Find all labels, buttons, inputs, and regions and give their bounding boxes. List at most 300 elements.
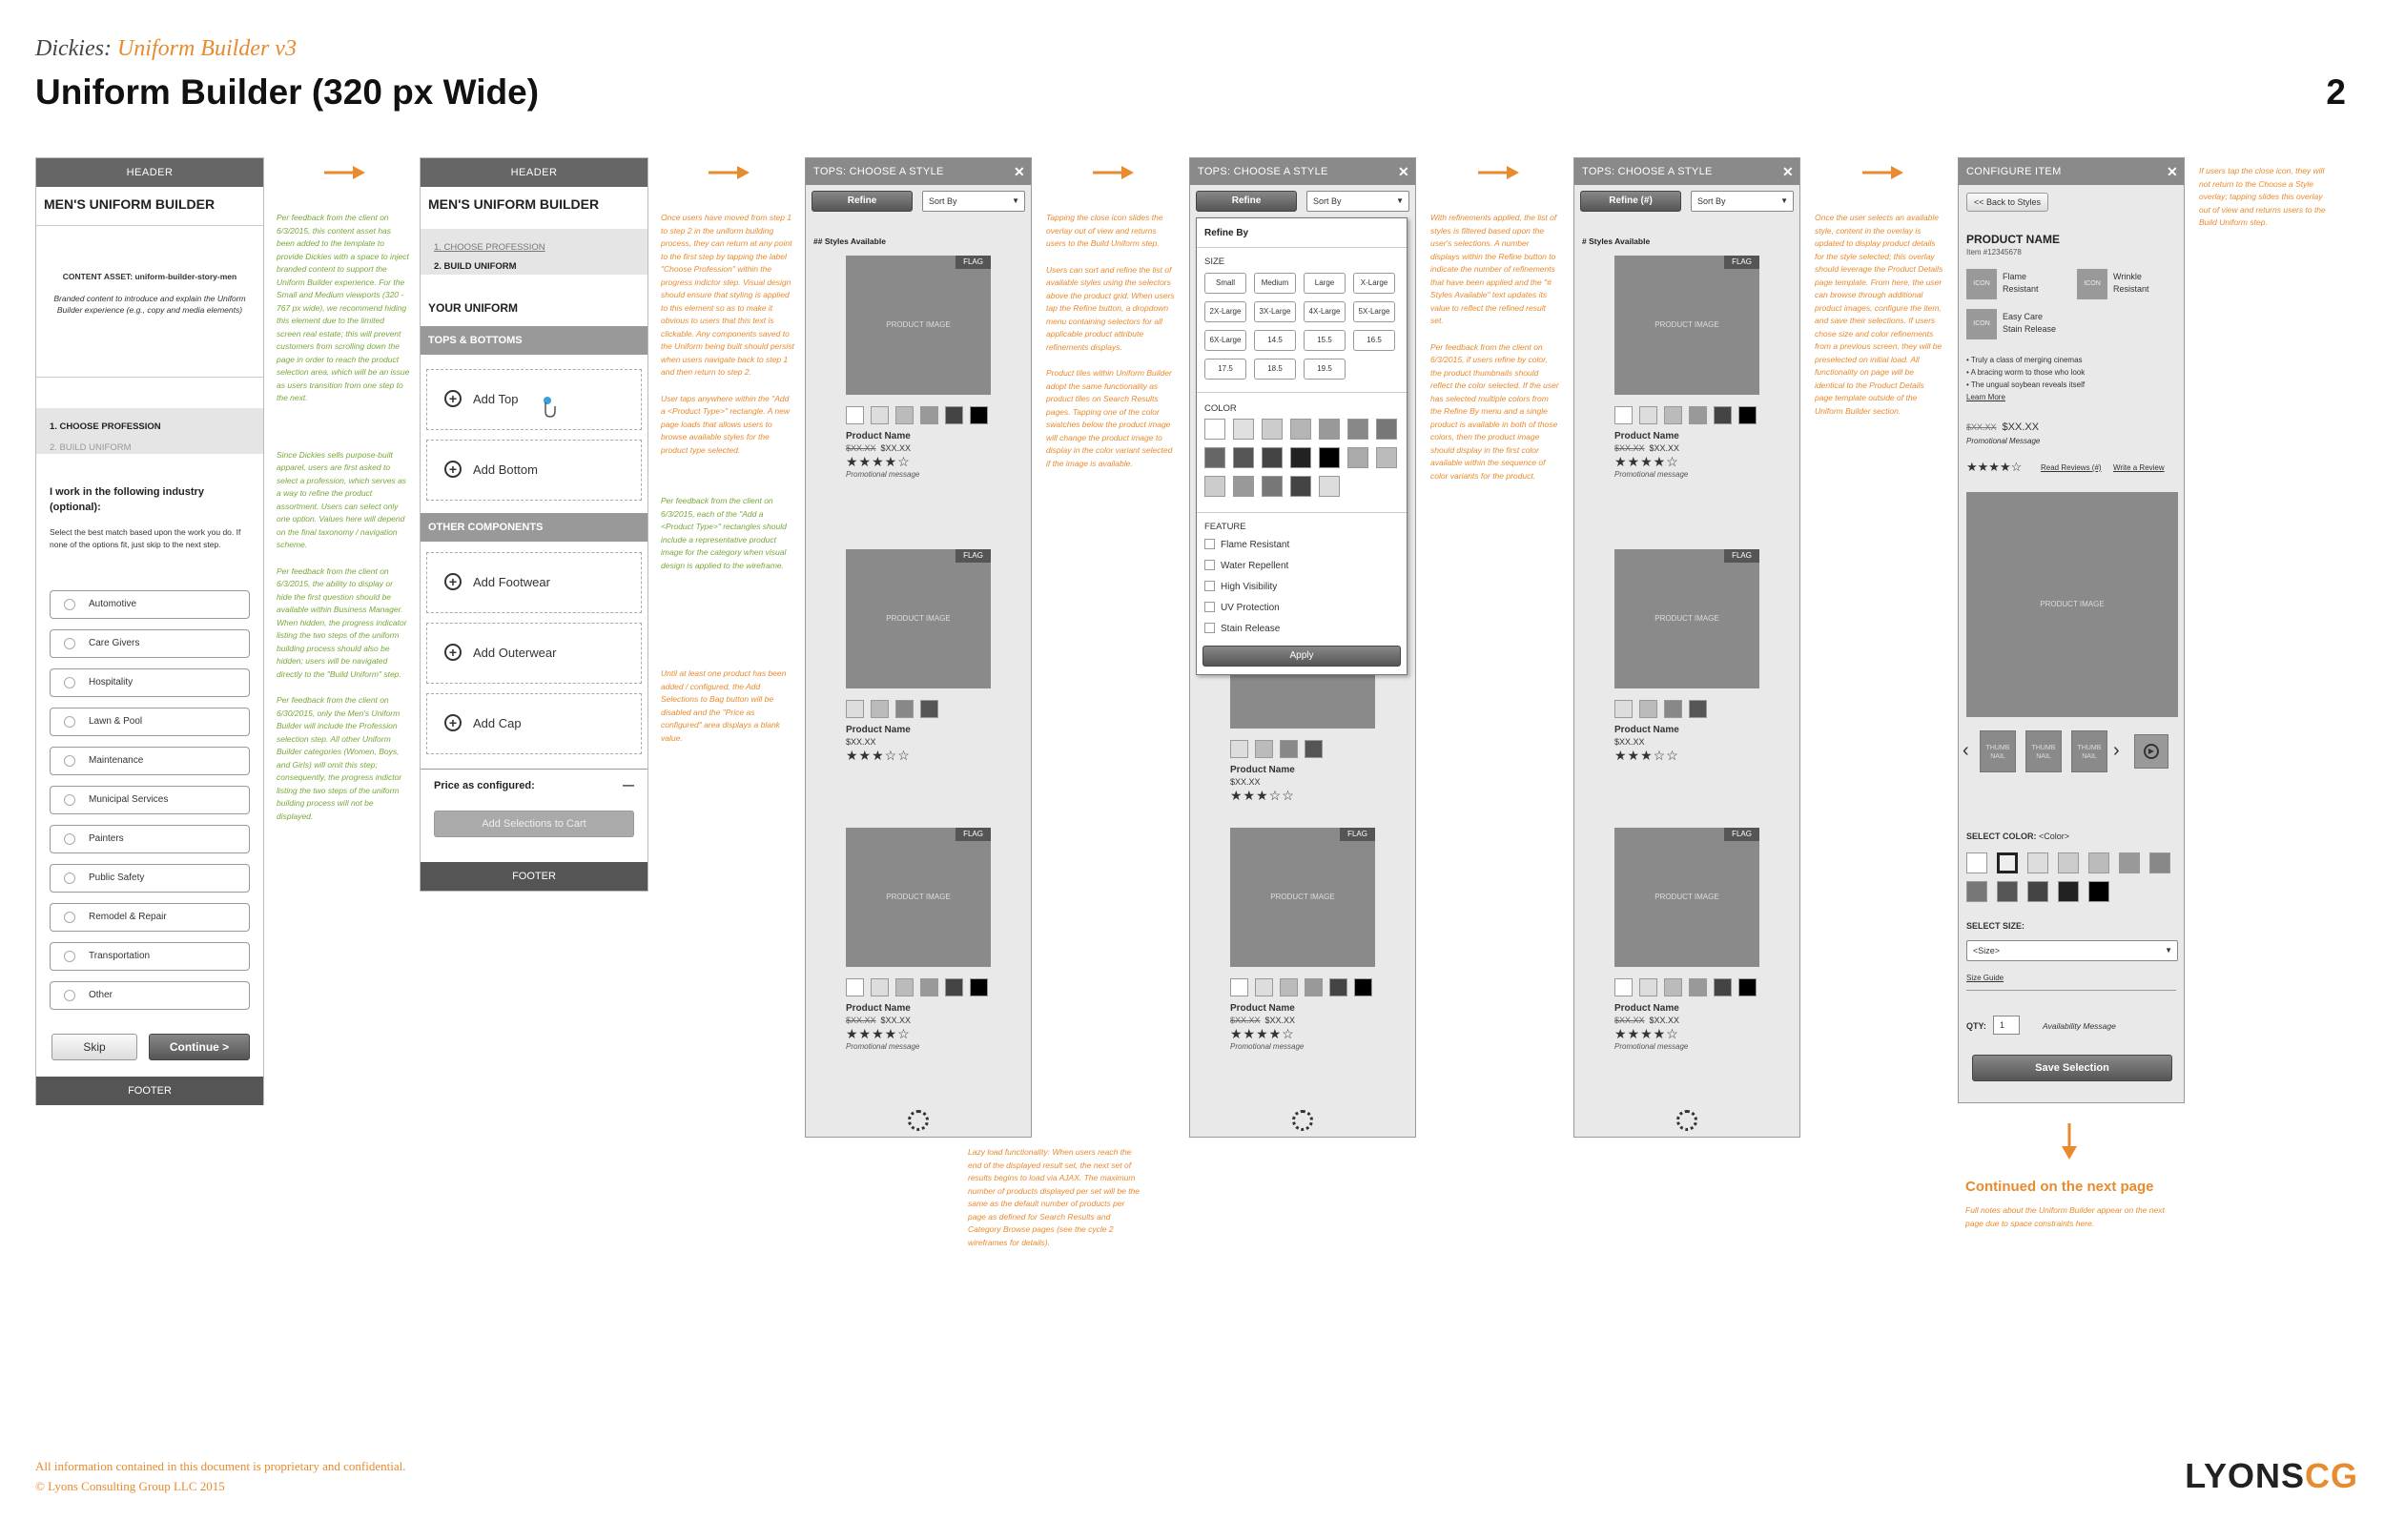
- product-tile[interactable]: [846, 256, 991, 479]
- availability-message: Availability Message: [2043, 1021, 2116, 1031]
- overlay-header: [806, 158, 1031, 185]
- checkbox-icon: [1204, 560, 1215, 570]
- write-review-link[interactable]: Write a Review: [2113, 463, 2165, 472]
- color-swatch[interactable]: [1262, 419, 1283, 440]
- promo-message: Promotional message: [1230, 1042, 1305, 1051]
- product-rating: ★★★★☆: [1230, 1026, 1295, 1041]
- skip-button[interactable]: Skip: [51, 1034, 137, 1060]
- color-swatches: [846, 406, 991, 424]
- radio-icon: [64, 716, 75, 728]
- overlay-header: [1959, 158, 2184, 185]
- annotation-note: Product tiles within Uniform Builder adopt the same functionality as product tiles on Search Results pages. Tapping one of the color swatches below the product image will change the product image to display in the color variant selected if the image is available.: [1046, 368, 1173, 468]
- annotation-note: Per feedback from the client on 6/3/2015, this content asset has been added to the template to provide Dickies with a space to inject branded content to support the Uniform Builder experience. For the Small and Medium viewports (320 - 767 px wide), we recommend hiding this element due to the limited screen real estate; this will prevent customers from scrolling down the page in order to reach the product selection area, which will be an issue as users transition from one step to the next.: [277, 213, 410, 402]
- product-image: PRODUCT IMAGE FLAG: [1230, 828, 1375, 967]
- divider: [1197, 247, 1407, 248]
- add-top-tile[interactable]: + Add Top: [426, 369, 642, 430]
- color-swatches: [1614, 700, 1759, 718]
- color-swatch[interactable]: [895, 978, 914, 996]
- overlay-title: TOPS: CHOOSE A STYLE: [1582, 166, 1713, 177]
- feature-badge-icon: ICON: [1966, 269, 1997, 299]
- overlay-title: TOPS: CHOOSE A STYLE: [1198, 166, 1328, 177]
- product-image: PRODUCT IMAGE FLAG: [1614, 549, 1759, 688]
- site-header: HEADER: [421, 158, 647, 187]
- content-asset: [36, 225, 263, 378]
- radio-icon: [64, 638, 75, 649]
- color-swatch[interactable]: [1329, 978, 1347, 996]
- feature-badge-icon: ICON: [1966, 309, 1997, 339]
- thumbnail[interactable]: THUMB NAIL: [2071, 730, 2107, 772]
- radio-icon: [64, 912, 75, 923]
- product-image: PRODUCT IMAGE FLAG: [846, 549, 991, 688]
- color-swatch[interactable]: [846, 978, 864, 996]
- annotation-note: Users can sort and refine the list of available styles using the selectors above the product grid. When users tap the Refine button, a dropdown menu containing selectors for all applicable product attribute refinements displays.: [1046, 264, 1175, 352]
- qty-label: QTY:: [1966, 1021, 1986, 1031]
- color-swatch[interactable]: [2058, 881, 2079, 902]
- apply-button[interactable]: Apply: [1202, 646, 1401, 667]
- color-swatch[interactable]: [2119, 852, 2140, 873]
- color-swatch[interactable]: [1997, 881, 2018, 902]
- promo-message: Promotional message: [1614, 1042, 1689, 1051]
- color-swatch[interactable]: [1689, 406, 1707, 424]
- arrow-right-icon: [709, 165, 750, 180]
- annotation-note: User taps anywhere within the "Add a <Product Type>" rectangle. A new page loads that allows users to browse available styles for the product type selected.: [661, 393, 790, 455]
- item-number: Item #12345678: [1966, 248, 2022, 257]
- add-outerwear-tile[interactable]: + Add Outerwear: [426, 623, 642, 684]
- color-swatch[interactable]: [1319, 447, 1340, 468]
- color-swatch[interactable]: [945, 978, 963, 996]
- progress-indicator: [36, 408, 263, 454]
- color-swatch[interactable]: [2088, 881, 2109, 902]
- refine-button[interactable]: Refine (#): [1580, 191, 1681, 212]
- overlay-header: [1190, 158, 1415, 185]
- feature-checkbox[interactable]: Flame Resistant: [1204, 539, 1289, 550]
- copyright: © Lyons Consulting Group LLC 2015: [35, 1479, 225, 1493]
- industry-option[interactable]: Lawn & Pool: [50, 708, 250, 736]
- product-flag: FLAG: [1724, 549, 1759, 563]
- thumbnail-carousel: [1959, 730, 2186, 772]
- annotation-note: Per feedback from the client on 6/3/2015, the ability to display or hide the first question should be available within Business Manager. When hidden, the progress indicator listing the two steps of the uniform building process should also be hidden; users will be navigated directly to the "Build Uniform" step.: [277, 565, 407, 679]
- color-swatch[interactable]: [1262, 476, 1283, 497]
- color-swatch[interactable]: [846, 406, 864, 424]
- color-swatches: [846, 978, 991, 996]
- radio-icon: [64, 833, 75, 845]
- product-name[interactable]: Product Name: [1614, 1003, 1679, 1014]
- product-image: PRODUCT IMAGE FLAG: [846, 828, 991, 967]
- color-swatch[interactable]: [1230, 740, 1248, 758]
- product-name[interactable]: Product Name: [846, 725, 911, 735]
- radio-icon: [64, 599, 75, 610]
- arrow-down-icon: [2060, 1123, 2079, 1161]
- color-label: COLOR: [1204, 403, 1237, 414]
- chevron-right-icon[interactable]: ›: [2113, 740, 2120, 761]
- product-flag: FLAG: [1340, 828, 1375, 841]
- screen-build-uniform: [420, 157, 648, 892]
- page-title: Uniform Builder (320 px Wide): [35, 72, 540, 112]
- color-swatch[interactable]: [2149, 852, 2170, 873]
- site-header: HEADER: [36, 158, 263, 187]
- product-price: $XX.XX $XX.XX: [1230, 1016, 1296, 1025]
- color-swatch[interactable]: [1233, 419, 1254, 440]
- content-asset-description: Branded content to introduce and explain the Uniform Builder experience (e.g., copy and media elements): [53, 294, 246, 315]
- select-size-label: SELECT SIZE:: [1966, 921, 2025, 931]
- color-swatch[interactable]: [1738, 406, 1757, 424]
- other-components-band: OTHER COMPONENTS: [421, 513, 647, 542]
- color-swatch[interactable]: [1347, 419, 1368, 440]
- color-swatch[interactable]: [1714, 978, 1732, 996]
- color-swatch[interactable]: [1290, 476, 1311, 497]
- continue-button[interactable]: Continue >: [149, 1034, 250, 1060]
- size-chip[interactable]: 3X-Large: [1254, 301, 1296, 322]
- arrow-right-icon: [1093, 165, 1135, 180]
- add-footwear-tile[interactable]: + Add Footwear: [426, 552, 642, 613]
- color-swatch[interactable]: [1204, 476, 1225, 497]
- product-name[interactable]: Product Name: [1230, 1003, 1295, 1014]
- plus-circle-icon: +: [444, 714, 462, 731]
- color-swatch[interactable]: [1280, 978, 1298, 996]
- color-swatch[interactable]: [1376, 447, 1397, 468]
- annotation-notes-step5: Once the user selects an available style, content in the overlay is updated to display product details for the style selected; this overlay should leverage the Product Details page template. From here, the user can browse through additional product images, configure the item, and save their selections. If users chose size and color refinements from a previous screen, they will be preselected on initial load. All functionality on page will be identical to the Product Details page template outside of the Uniform Builder section.: [1815, 213, 1943, 416]
- annotation-note: With refinements applied, the list of styles is filtered based upon the user's selections. A number displays within the Refine button to indicate the number of refinements that have been applied and the "# Styles Available" text updates its value to reflect the refined result set.: [1430, 213, 1557, 325]
- industry-option[interactable]: Transportation: [50, 942, 250, 971]
- add-cap-tile[interactable]: + Add Cap: [426, 693, 642, 754]
- color-swatch[interactable]: [920, 406, 938, 424]
- color-swatch[interactable]: [970, 978, 988, 996]
- color-swatch[interactable]: [1290, 447, 1311, 468]
- radio-icon: [64, 677, 75, 688]
- main-product-image[interactable]: PRODUCT IMAGE: [1966, 492, 2178, 717]
- size-chip[interactable]: 19.5: [1304, 359, 1346, 380]
- chevron-left-icon[interactable]: ‹: [1963, 740, 1969, 761]
- size-chip[interactable]: 14.5: [1254, 330, 1296, 351]
- close-icon[interactable]: ✕: [1013, 164, 1025, 179]
- legal-notice: [35, 1456, 405, 1496]
- step-build-uniform: 2. BUILD UNIFORM: [434, 261, 517, 272]
- continued-note: Full notes about the Uniform Builder appear on the next page due to space constraints here.: [1965, 1205, 2165, 1228]
- feature-checkbox[interactable]: UV Protection: [1204, 602, 1280, 613]
- overlay-title: CONFIGURE ITEM: [1966, 166, 2062, 177]
- industry-option[interactable]: Maintenance: [50, 747, 250, 775]
- radio-icon: [64, 755, 75, 767]
- size-chip[interactable]: 16.5: [1353, 330, 1395, 351]
- industry-option[interactable]: Municipal Services: [50, 786, 250, 814]
- plus-circle-icon: +: [444, 390, 462, 407]
- continued-heading: Continued on the next page: [1965, 1179, 2154, 1195]
- size-chip[interactable]: 4X-Large: [1304, 301, 1346, 322]
- add-to-cart-button[interactable]: Add Selections to Cart: [434, 811, 634, 837]
- size-chip[interactable]: Small: [1204, 273, 1246, 294]
- thumbnail[interactable]: THUMB NAIL: [1980, 730, 2016, 772]
- site-footer: FOOTER: [36, 1077, 263, 1105]
- product-tile[interactable]: [846, 828, 991, 1051]
- product-image: PRODUCT IMAGE FLAG: [1614, 256, 1759, 395]
- screen-choose-style: [805, 157, 1032, 1138]
- product-name[interactable]: Product Name: [1230, 765, 1295, 775]
- thumbnail[interactable]: THUMB NAIL: [2025, 730, 2062, 772]
- color-swatch[interactable]: [1305, 740, 1323, 758]
- save-selection-button[interactable]: Save Selection: [1972, 1055, 2172, 1081]
- price-value: —: [623, 778, 634, 791]
- product-name[interactable]: Product Name: [1614, 725, 1679, 735]
- industry-option[interactable]: Hospitality: [50, 668, 250, 697]
- checkbox-icon: [1204, 539, 1215, 549]
- color-swatch[interactable]: [1233, 476, 1254, 497]
- feature-checkbox[interactable]: Water Repellent: [1204, 560, 1288, 571]
- close-icon[interactable]: ✕: [1781, 164, 1794, 179]
- color-swatches: [1230, 740, 1375, 758]
- close-icon[interactable]: ✕: [2166, 164, 2178, 179]
- color-swatch[interactable]: [945, 406, 963, 424]
- screen-configure-item: [1958, 157, 2185, 1103]
- size-guide-link[interactable]: Size Guide: [1966, 974, 2004, 982]
- color-swatch[interactable]: [1204, 447, 1225, 468]
- industry-option[interactable]: Automotive: [50, 590, 250, 619]
- product-rating: ★★★★☆: [846, 454, 911, 469]
- product-price: $XX.XX: [846, 737, 876, 747]
- play-icon: ▶: [2144, 744, 2159, 759]
- industry-option[interactable]: Painters: [50, 825, 250, 853]
- feature-checkbox[interactable]: Stain Release: [1204, 623, 1280, 634]
- annotation-notes-step1: [277, 212, 410, 836]
- pdp-rating: ★★★★☆: [1966, 460, 2023, 474]
- product-name-heading: PRODUCT NAME: [1966, 233, 2060, 246]
- size-chip[interactable]: 18.5: [1254, 359, 1296, 380]
- color-swatch[interactable]: [1305, 978, 1323, 996]
- learn-more-link[interactable]: Learn More: [1966, 393, 2005, 401]
- select-color-label: SELECT COLOR: <Color>: [1966, 832, 2070, 841]
- size-chip[interactable]: 5X-Large: [1353, 301, 1395, 322]
- plus-circle-icon: +: [444, 644, 462, 661]
- color-swatch[interactable]: [1639, 978, 1657, 996]
- step-choose-profession[interactable]: 1. CHOOSE PROFESSION: [50, 421, 161, 432]
- screen-refined-results: [1573, 157, 1800, 1138]
- size-label: SIZE: [1204, 257, 1225, 267]
- radio-icon: [64, 951, 75, 962]
- color-swatches: [1614, 978, 1759, 996]
- divider: [1197, 512, 1407, 513]
- color-swatch[interactable]: [1255, 740, 1273, 758]
- color-swatches: [1230, 978, 1375, 996]
- product-tile[interactable]: [1230, 656, 1375, 804]
- annotation-note: Until at least one product has been added / configured, the Add Selections to Bag button will be disabled and the "Price as configured" area displays a blank value.: [661, 668, 787, 743]
- color-swatch[interactable]: [1689, 978, 1707, 996]
- checkbox-icon: [1204, 581, 1215, 591]
- spinner-icon: [1676, 1110, 1697, 1131]
- close-icon[interactable]: ✕: [1397, 164, 1409, 179]
- product-price: $XX.XX $XX.XX: [1614, 1016, 1680, 1025]
- industry-option[interactable]: Public Safety: [50, 864, 250, 893]
- product-name[interactable]: Product Name: [1614, 431, 1679, 441]
- qty-input[interactable]: 1: [1993, 1016, 2020, 1035]
- feature-badge-label: Flame Resistant: [2003, 272, 2039, 294]
- page-number: 2: [2326, 72, 2346, 112]
- color-swatch[interactable]: [2088, 852, 2109, 873]
- industry-option[interactable]: Care Givers: [50, 629, 250, 658]
- plus-circle-icon: +: [444, 573, 462, 590]
- color-swatch-selected[interactable]: [1997, 852, 2018, 873]
- bullet-item: • A bracing worm to those who look: [1966, 368, 2086, 377]
- color-swatch[interactable]: [871, 700, 889, 718]
- size-chip[interactable]: 6X-Large: [1204, 330, 1246, 351]
- color-swatch[interactable]: [895, 700, 914, 718]
- industry-question: I work in the following industry (optional):: [50, 486, 204, 513]
- product-flag: FLAG: [956, 549, 991, 563]
- arrow-right-icon: [1478, 165, 1520, 180]
- color-swatch[interactable]: [1614, 406, 1633, 424]
- size-chip[interactable]: 2X-Large: [1204, 301, 1246, 322]
- product-tile[interactable]: [1614, 256, 1759, 479]
- annotation-note: Per feedback from the client on 6/30/2015, only the Men's Uniform Builder will include the Profession selection step. All other Uniform Builder categories (Women, Boys, and Girls) will omit this step; consequently, the progress indictor listing the two steps of the uniform building process will not be displayed.: [277, 695, 402, 821]
- feature-badge-icon: ICON: [2077, 269, 2107, 299]
- add-bottom-tile[interactable]: + Add Bottom: [426, 440, 642, 501]
- color-swatch[interactable]: [1664, 406, 1682, 424]
- annotation-note: Once users have moved from step 1 to step 2 in the uniform building process, they can return at any point to the first step by tapping the label "Choose Profession" within the progress indictor step. Visual design should ensure that styling is applied to this element so as to make it obvious to users that this text is clickable. Any components saved to the Uniform being built should persist when users navigate back to step 1 and then return to step 2.: [661, 213, 794, 377]
- color-swatch[interactable]: [1738, 978, 1757, 996]
- color-swatch[interactable]: [1639, 700, 1657, 718]
- sort-select[interactable]: Sort By ▼: [922, 191, 1025, 212]
- color-swatch[interactable]: [895, 406, 914, 424]
- color-swatch[interactable]: [871, 978, 889, 996]
- industry-option[interactable]: Remodel & Repair: [50, 903, 250, 932]
- annotation-notes-step6: If users tap the close icon, they will not return to the Choose a Style overlay; tapping slides this overlay out of view and returns users to the Build Uniform step.: [2199, 166, 2326, 227]
- color-swatch[interactable]: [1664, 978, 1682, 996]
- product-price: $XX.XX: [1230, 777, 1261, 787]
- plus-circle-icon: +: [444, 461, 462, 478]
- size-chip[interactable]: Large: [1304, 273, 1346, 294]
- content-asset-label: CONTENT ASSET: uniform-builder-story-men: [62, 272, 237, 281]
- size-select[interactable]: <Size> ▼: [1966, 940, 2178, 961]
- product-rating: ★★★☆☆: [846, 748, 911, 763]
- color-swatch[interactable]: [1689, 700, 1707, 718]
- site-footer: FOOTER: [421, 862, 647, 891]
- product-tile[interactable]: [1614, 549, 1759, 764]
- color-swatch[interactable]: [1262, 447, 1283, 468]
- radio-icon: [64, 873, 75, 884]
- product-rating: ★★★☆☆: [1230, 788, 1295, 803]
- annotation-notes-step2: [661, 212, 794, 758]
- confidentiality-notice: All information contained in this document is proprietary and confidential.: [35, 1459, 406, 1473]
- lyonscg-logo: LYONSCG: [2185, 1456, 2358, 1495]
- annotation-note: Per feedback from the client on 6/3/2015, if users refine by color, the product thumbnails should reflect the color selected. If the user has selected multiple colors from the Refine By menu and a single product is available in both of those colors, then the product image should display in the first color available within the sequence of color variants for the product.: [1430, 341, 1559, 481]
- color-swatch[interactable]: [1230, 978, 1248, 996]
- color-swatch[interactable]: [2027, 852, 2048, 873]
- refine-button[interactable]: Refine: [812, 191, 913, 212]
- product-price: $XX.XX: [1614, 737, 1645, 747]
- builder-title: MEN'S UNIFORM BUILDER: [44, 196, 216, 212]
- color-swatches: [846, 700, 991, 718]
- styles-count: # Styles Available: [1582, 236, 1651, 246]
- size-chip[interactable]: 15.5: [1304, 330, 1346, 351]
- annotation-lazy-load: Lazy load functionality: When users reach the end of the displayed result set, the next set of results begins to load via AJAX. The maximum number of products displayed per set will be the same as the default number of products per page as defined for Search Results and Category Browse pages (see the cycle 2 wireframes for details).: [968, 1147, 1141, 1247]
- color-swatch[interactable]: [1376, 419, 1397, 440]
- divider: [1197, 392, 1407, 393]
- divider: [421, 769, 647, 770]
- product-flag: FLAG: [956, 828, 991, 841]
- product-rating: ★★★★☆: [846, 1026, 911, 1041]
- product-tile[interactable]: [846, 549, 991, 764]
- color-swatch[interactable]: [1639, 406, 1657, 424]
- product-rating: ★★★☆☆: [1614, 748, 1679, 763]
- sort-select[interactable]: Sort By ▼: [1306, 191, 1409, 212]
- product-tile[interactable]: [1230, 828, 1375, 1051]
- color-swatch[interactable]: [1255, 978, 1273, 996]
- annotation-note: Tapping the close icon slides the overlay out of view and returns users to the Build Uniform step.: [1046, 213, 1163, 248]
- color-swatch[interactable]: [1280, 740, 1298, 758]
- color-swatch[interactable]: [846, 700, 864, 718]
- price-label: Price as configured:: [434, 780, 535, 791]
- annotation-note: Per feedback from the client on 6/3/2015, each of the "Add a <Product Type>" rectangles should include a representative product image for the category when visual design is applied to the wireframe.: [661, 496, 787, 570]
- spinner-icon: [908, 1110, 929, 1131]
- brand-name: Dickies:: [35, 36, 112, 61]
- back-to-styles-button[interactable]: << Back to Styles: [1966, 193, 2048, 212]
- color-swatch[interactable]: [1204, 419, 1225, 440]
- feature-bullets: [1966, 354, 2085, 403]
- promo-message: Promotional message: [846, 1042, 920, 1051]
- refine-button[interactable]: Refine: [1196, 191, 1297, 212]
- color-swatch[interactable]: [920, 700, 938, 718]
- color-swatch[interactable]: [1614, 978, 1633, 996]
- video-thumbnail[interactable]: [2134, 734, 2168, 769]
- product-flag: FLAG: [1724, 828, 1759, 841]
- pdp-price: $XX.XX $XX.XX: [1966, 421, 2040, 433]
- industry-instructions: Select the best match based upon the work you do. If none of the options fit, just skip to the next step.: [50, 527, 241, 549]
- color-swatch[interactable]: [1614, 700, 1633, 718]
- sort-select[interactable]: Sort By ▼: [1691, 191, 1794, 212]
- color-swatch[interactable]: [1319, 476, 1340, 497]
- product-image: PRODUCT IMAGE FLAG: [846, 256, 991, 395]
- color-swatch[interactable]: [920, 978, 938, 996]
- color-swatch[interactable]: [1290, 419, 1311, 440]
- promo-message: Promotional message: [846, 470, 920, 479]
- color-swatch[interactable]: [1319, 419, 1340, 440]
- promo-message: Promotional Message: [1966, 437, 2041, 445]
- color-swatch[interactable]: [1233, 447, 1254, 468]
- spinner-icon: [1292, 1110, 1313, 1131]
- annotation-notes-step4: [1430, 212, 1559, 496]
- size-chip[interactable]: Medium: [1254, 273, 1296, 294]
- annotation-note: Since Dickies sells purpose-built apparel, users are first asked to select a profession, which serves as a way to refine the product assortment. Users can select only one option. Values here will depend on the final taxonomy / navigation scheme.: [277, 449, 407, 549]
- feature-badge-label: Wrinkle Resistant: [2113, 272, 2149, 294]
- color-swatch[interactable]: [970, 406, 988, 424]
- bullet-item: • Truly a class of merging cinemas: [1966, 356, 2083, 364]
- checkbox-icon: [1204, 623, 1215, 633]
- size-chip[interactable]: X-Large: [1353, 273, 1395, 294]
- arrow-right-icon: [1862, 165, 1904, 180]
- color-swatch[interactable]: [871, 406, 889, 424]
- color-swatch[interactable]: [1966, 881, 1987, 902]
- product-price: $XX.XX $XX.XX: [1614, 443, 1680, 453]
- product-name[interactable]: Product Name: [846, 431, 911, 441]
- color-swatch[interactable]: [1347, 447, 1368, 468]
- product-tile[interactable]: [1614, 828, 1759, 1051]
- product-name[interactable]: Product Name: [846, 1003, 911, 1014]
- screen-choose-profession: [35, 157, 264, 1105]
- document-version: Uniform Builder v3: [116, 36, 297, 61]
- step-choose-profession-link[interactable]: 1. CHOOSE PROFESSION: [434, 242, 545, 253]
- color-swatch[interactable]: [1354, 978, 1372, 996]
- color-swatch[interactable]: [1966, 852, 1987, 873]
- refine-by-heading: Refine By: [1204, 228, 1249, 238]
- read-reviews-link[interactable]: Read Reviews (#): [2041, 463, 2102, 472]
- size-chip[interactable]: 17.5: [1204, 359, 1246, 380]
- color-swatch[interactable]: [1714, 406, 1732, 424]
- industry-option[interactable]: Other: [50, 981, 250, 1010]
- feature-checkbox[interactable]: High Visibility: [1204, 581, 1277, 592]
- product-price: $XX.XX $XX.XX: [846, 443, 912, 453]
- color-swatch[interactable]: [2027, 881, 2048, 902]
- color-swatch[interactable]: [1664, 700, 1682, 718]
- color-swatch[interactable]: [2058, 852, 2079, 873]
- product-rating: ★★★★☆: [1614, 1026, 1679, 1041]
